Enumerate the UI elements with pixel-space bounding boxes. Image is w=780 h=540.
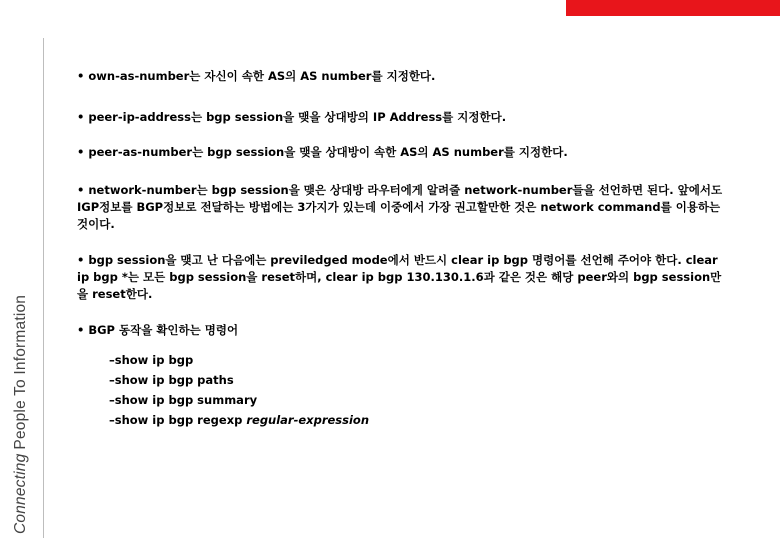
command-item (109, 350, 369, 370)
command-text: –show ip bgp summary (109, 393, 258, 407)
brand-rest: People To Information (12, 294, 29, 450)
red-header-bar (566, 0, 780, 16)
vertical-divider (43, 38, 44, 538)
side-brand-text (12, 295, 30, 534)
command-item (109, 410, 369, 430)
bullet-bgp-verify-commands: • BGP 동작을 확인하는 명령어 (77, 323, 239, 337)
command-item (109, 370, 369, 390)
bullet-clear-ip-bgp: • bgp session을 맺고 난 다음에는 previledged mode에서 반드시 clear ip bgp 명령어를 선언해 주어야 한다. clear ip bgp *는 모든 bgp session을 reset하며, clear ip bgp 130.130.1.6과 같은 것은 해당 peer와의 bgp session만을 reset한다. (77, 253, 722, 301)
bullet-network-number: • network-number는 bgp session을 맺은 상대방 라우터에게 알려줄 network-number들을 선언하면 된다. 앞에서도 IGP정보를 BGP정보로 전달하는 방법에는 3가지가 있는데 이중에서 가장 권고할만한 것은 network command를 이용하는 것이다. (77, 183, 723, 231)
brand-italic: Connecting (12, 453, 29, 534)
command-argument: regular-expression (246, 413, 370, 427)
command-item (109, 390, 369, 410)
command-text: –show ip bgp regexp (109, 413, 247, 427)
command-list (109, 350, 369, 430)
bullet-peer-ip-address: • peer-ip-address는 bgp session을 맺을 상대방의 IP Address를 지정한다. (77, 110, 507, 124)
bullet-own-as-number: • own-as-number는 자신이 속한 AS의 AS number를 지정한다. (77, 69, 436, 83)
command-text: –show ip bgp paths (109, 373, 234, 387)
bullet-peer-as-number: • peer-as-number는 bgp session을 맺을 상대방이 속한 AS의 AS number를 지정한다. (77, 145, 568, 159)
command-text: –show ip bgp (109, 353, 194, 367)
